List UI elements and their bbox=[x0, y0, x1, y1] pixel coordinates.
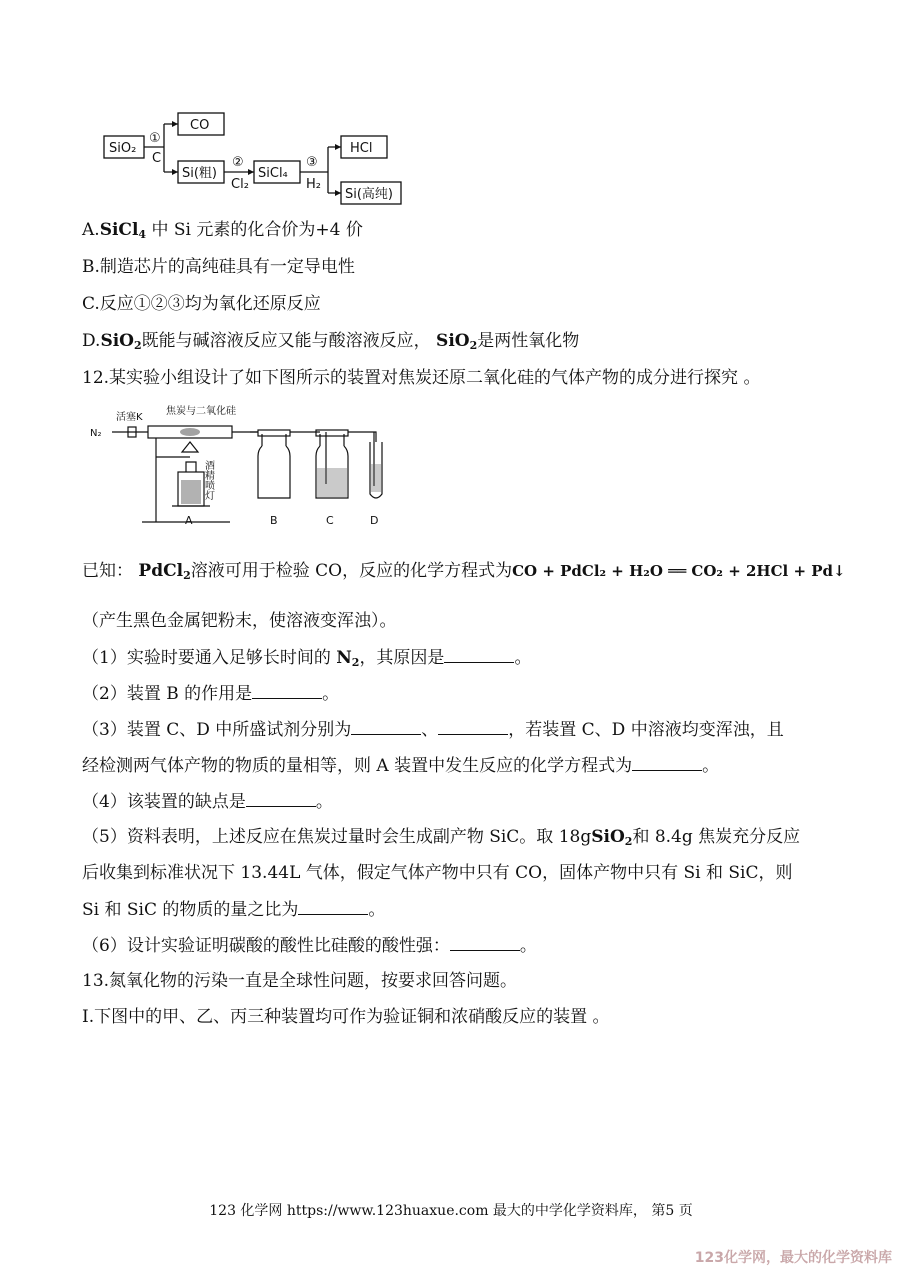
option-d: D.SiO$_2$既能与碱溶液反应又能与酸溶液反应， SiO$_2$是两性氧化物 bbox=[82, 331, 580, 352]
sample-label: 焦炭与二氧化硅 bbox=[166, 406, 236, 417]
option-b: B.制造芯片的高纯硅具有一定导电性 bbox=[82, 257, 355, 277]
co-detection-equation: CO + PdCl₂ + H₂O ══ CO₂ + 2HCl + Pd↓ bbox=[512, 562, 846, 580]
step1-label: ① bbox=[149, 131, 161, 146]
silicon-flow-diagram bbox=[98, 108, 408, 210]
question-12-intro: 12.某实验小组设计了如下图所示的装置对焦炭还原二氧化硅的气体产物的成分进行探究 。 bbox=[82, 368, 761, 388]
part-4: （4）该装置的缺点是 。 bbox=[82, 792, 333, 812]
step3-label: ③ bbox=[306, 155, 318, 170]
label-d: D bbox=[370, 514, 379, 527]
answer-blank-5[interactable] bbox=[298, 898, 368, 915]
question-13-part-1: I.下图中的甲、乙、丙三种装置均可作为验证铜和浓硝酸反应的装置 。 bbox=[82, 1007, 610, 1027]
lamp-label: 酒精喷灯 bbox=[202, 460, 214, 500]
question-13-intro: 13.氮氧化物的污染一直是全球性问题，按要求回答问题。 bbox=[82, 971, 518, 991]
hcl-label: HCl bbox=[350, 141, 373, 156]
answer-blank-4[interactable] bbox=[246, 790, 316, 807]
valve-label: 活塞K bbox=[116, 412, 143, 423]
part-1: （1）实验时要通入足够长时间的 $N_2$，其原因是 。 bbox=[82, 648, 532, 669]
answer-blank-6[interactable] bbox=[450, 934, 520, 951]
n2-label: N₂ bbox=[90, 428, 102, 439]
sio2-label: SiO₂ bbox=[109, 141, 137, 156]
c-label: C bbox=[152, 151, 162, 166]
part-6: （6）设计实验证明碳酸的酸性比硅酸的酸性强： 。 bbox=[82, 936, 537, 956]
step2-label: ② bbox=[232, 155, 244, 170]
part-5-ratio: Si 和 SiC 的物质的量之比为 。 bbox=[82, 900, 386, 920]
watermark: 123化学网，最大的化学资料库 bbox=[694, 1250, 892, 1266]
part-3: （3）装置 C、D 中所盛试剂分别为 、 ，若装置 C、D 中溶液均变浑浊，且 bbox=[82, 720, 784, 740]
sicl4-label: SiCl₄ bbox=[258, 166, 288, 181]
known-line: 已知： PdCl$_2$溶液可用于检验 CO，反应的化学方程式为CO + PdCl₂ + H₂O ══ CO₂ + 2HCl + Pd↓ bbox=[82, 561, 846, 582]
part-2: （2）装置 B 的作用是 。 bbox=[82, 684, 340, 704]
co-label: CO bbox=[190, 118, 210, 133]
si-pure-label: Si(高纯) bbox=[345, 187, 394, 202]
part-5-continued: 后收集到标准状况下 13.44L 气体，假定气体产物中只有 CO，固体产物中只有 Si 和 SiC，则 bbox=[82, 863, 793, 883]
apparatus-diagram bbox=[90, 402, 400, 532]
label-c: C bbox=[326, 514, 334, 527]
answer-blank-2[interactable] bbox=[252, 682, 322, 699]
si-crude-label: Si(粗) bbox=[182, 166, 218, 181]
h2-label: H₂ bbox=[306, 177, 321, 192]
cl2-label: Cl₂ bbox=[231, 177, 249, 192]
answer-blank-1[interactable] bbox=[444, 646, 514, 663]
part-5: （5）资料表明，上述反应在焦炭过量时会生成副产物 SiC。取 18gSiO$_2$和 8.4g 焦炭充分反应 bbox=[82, 827, 801, 848]
part-3-continued: 经检测两气体产物的物质的量相等，则 A 装置中发生反应的化学方程式为 。 bbox=[82, 756, 720, 776]
answer-blank-3c[interactable] bbox=[632, 754, 702, 771]
option-a: A.SiCl$_4$ 中 Si 元素的化合价为+4 价 bbox=[82, 220, 363, 241]
page-footer: 123 化学网 https://www.123huaxue.com 最大的中学化学资料库， 第5 页 bbox=[209, 1203, 693, 1219]
label-b: B bbox=[270, 514, 278, 527]
known-note: （产生黑色金属钯粉末，使溶液变浑浊）。 bbox=[82, 611, 397, 631]
label-a: A bbox=[185, 514, 193, 527]
answer-blank-3b[interactable] bbox=[438, 718, 508, 735]
option-c: C.反应①②③均为氧化还原反应 bbox=[82, 294, 321, 314]
answer-blank-3a[interactable] bbox=[351, 718, 421, 735]
